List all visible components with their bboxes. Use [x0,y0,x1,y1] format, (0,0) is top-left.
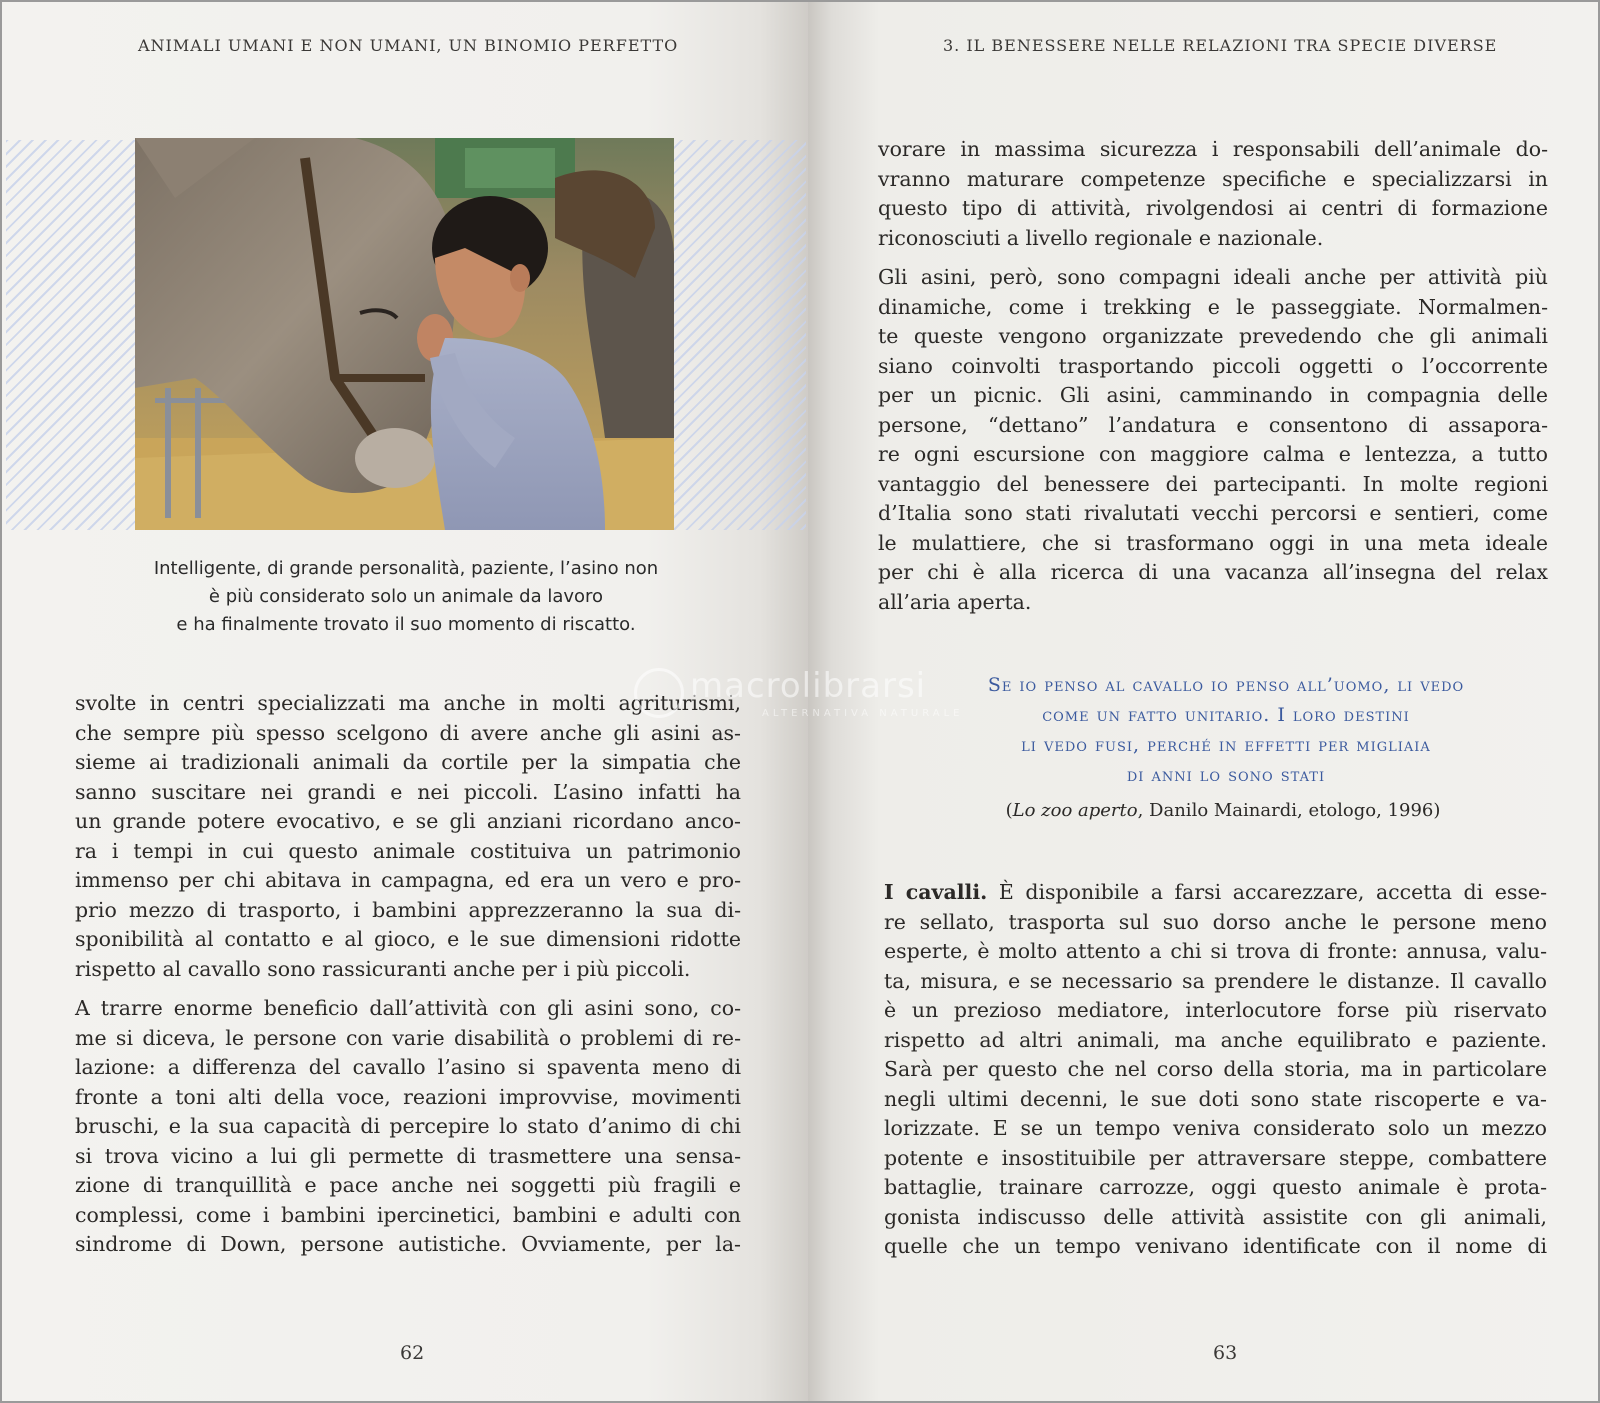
text-line: questo tipo di attività, rivolgendosi ai centri di formazione [878,196,1548,220]
right-page [808,2,1600,1403]
caption-line: e ha finalmente trovato il suo momento di riscatto. [176,614,636,635]
watermark-brand: macrolibrarsi [690,666,927,706]
text-line: dinamiche, come i trekking e le passeggiate. Normalmen- [878,294,1548,319]
page-number-left: 62 [400,1342,425,1364]
quote-line: come un fatto unitario. I loro destini [1042,704,1410,726]
text-line: si trova vicino a lui gli permette di trasmettere una sensa- [75,1143,741,1168]
text-line: sanno suscitare nei grandi e nei piccoli. L’asino infatti ha [75,779,741,804]
text-line: per un picnic. Gli asini, camminando in compagnia delle [878,383,1548,407]
text-line: rispetto al cavallo sono rassicuranti anche per i più piccoli. [75,956,691,981]
text-line: vranno maturare competenze specifiche e specializzarsi in [878,166,1548,191]
text-line: d’Italia sono stati rivalutati vecchi percorsi e sentieri, come [878,501,1548,525]
text-line: esperte, è molto attento a chi si trova di fronte: annusa, valu- [884,939,1547,963]
text-line [884,878,1547,908]
text-line: prio mezzo di trasporto, i bambini apprezzeranno la sua di- [75,897,741,922]
watermark-tagline: ALTERNATIVA NATURALE [762,708,964,719]
text-line: siano coinvolti trasportando piccoli oggetti o l’occorrente [878,353,1548,378]
text-line: Gli asini, però, sono compagni ideali anche per attività più [878,265,1548,289]
text-line: ra i tempi in cui questo animale costituiva un patrimonio [75,838,741,863]
text-line: sieme ai tradizionali animali da cortile per la simpatia che [75,750,741,774]
paragraph [75,994,741,1260]
paragraph [878,263,1548,617]
text-line: lorizzate. E se un tempo veniva considerato solo un mezzo [884,1116,1547,1140]
text-line: bruschi, e la sua capacità di percepire lo stato d’animo di chi [75,1114,741,1138]
text-line: complessi, come i bambini ipercinetici, bambini e adulti con [75,1202,741,1227]
text-line: negli ultimi decenni, le sue doti sono state riscoperte e va- [884,1086,1547,1111]
text-line: sponibilità al contatto e al gioco, e le sue dimensioni ridotte [75,927,741,951]
text-line: potente e insostituibile per attraversare steppe, combattere [884,1145,1547,1170]
text-line: re ogni escursione con maggiore calma e lentezza, a tutto [878,442,1548,466]
paragraph [878,135,1548,253]
text-line: è un prezioso mediatore, interlocutore forse più riservato [884,998,1547,1022]
left-body-text [75,689,741,1260]
quote-line: di anni lo sono stati [1126,764,1326,786]
text-line: zione di tranquillità e pace anche nei soggetti più fragili e [75,1173,741,1197]
text-line: te queste vengono organizzate prevedendo che gli animali [878,324,1548,348]
text-line: sindrome di Down, persone autistiche. Ovviamente, per la- [75,1232,741,1256]
caption-line: è più considerato solo un animale da lavoro [208,586,604,607]
photo-illustration [135,138,674,530]
text-line: fronte a toni alti della voce, reazioni improvvise, movimenti [75,1084,741,1109]
left-running-head: ANIMALI UMANI E NON UMANI, UN BINOMIO PERFETTO [138,36,679,55]
text-line: riconosciuti a livello regionale e nazionale. [878,225,1324,250]
text-line: gonista indiscusso delle attività assistite con gli animali, [884,1204,1547,1229]
text-line: le mulattiere, che si trasformano oggi in una meta ideale [878,530,1548,555]
quote-source [878,800,1568,821]
text-line: vantaggio del benessere dei partecipanti. In molte regioni [878,471,1548,496]
text-line: battaglie, trainare carrozze, oggi questo animale è prota- [884,1175,1547,1199]
paragraph [75,689,741,984]
caption-line: Intelligente, di grande personalità, paziente, l’asino non [153,558,659,579]
photo-caption [122,555,690,639]
text-line: per chi è alla ricerca di una vacanza all’insegna del relax [878,560,1548,584]
text-line: ta, misura, e se necessario sa prendere le distanze. Il cavallo [884,968,1547,993]
page-number-right: 63 [1213,1342,1238,1364]
quote-line: li vedo fusi, perché in effetti per migliaia [1021,734,1431,756]
quote-source-rest: , Danilo Mainardi, etologo, 1996) [1137,800,1441,821]
quote-source-open: ( [1005,800,1013,821]
left-page [2,2,808,1403]
donkey-child-photo [135,138,674,530]
text-line: quelle che un tempo venivano identificate con il nome di [884,1234,1547,1258]
text-line: all’aria aperta. [878,589,1032,614]
text-line: rispetto ad altri animali, ma anche equilibrato e paziente. [884,1027,1547,1052]
text-line: vorare in massima sicurezza i responsabili dell’animale do- [878,137,1548,161]
text-run: È disponibile a farsi accarezzare, accetta di esse- [987,880,1548,904]
text-line: immenso per chi abitava in campagna, ed era un vero e pro- [75,868,741,892]
right-body-text-top [878,135,1548,617]
paragraph [884,878,1547,1262]
text-line: svolte in centri specializzati ma anche in molti agriturismi, [75,691,741,715]
text-line: re sellato, trasporta sul suo dorso anche le persone meno [884,909,1547,934]
text-line: persone, “dettano” l’andatura e consentono di assapora- [878,412,1548,437]
quote-line: Se io penso al cavallo io penso all’uomo, li vedo [987,674,1465,696]
section-lead: I cavalli. [884,880,988,904]
text-line: Sarà per questo che nel corso della storia, ma in particolare [884,1057,1547,1081]
right-body-text-bottom [884,878,1547,1262]
text-line: me si diceva, le persone con varie disabilità o problemi di re- [75,1025,741,1050]
text-line: un grande potere evocativo, e se gli anziani ricordano anco- [75,809,741,833]
text-line: A trarre enorme beneficio dall’attività con gli asini sono, co- [75,996,741,1020]
right-running-head: 3. IL BENESSERE NELLE RELAZIONI TRA SPECIE DIVERSE [943,36,1498,55]
text-line: lazione: a differenza del cavallo l’asino si spaventa meno di [75,1055,741,1079]
pull-quote [886,670,1566,790]
quote-source-title: Lo zoo aperto [1012,800,1138,821]
text-line: che sempre più spesso scelgono di avere anche gli asini as- [75,720,741,745]
